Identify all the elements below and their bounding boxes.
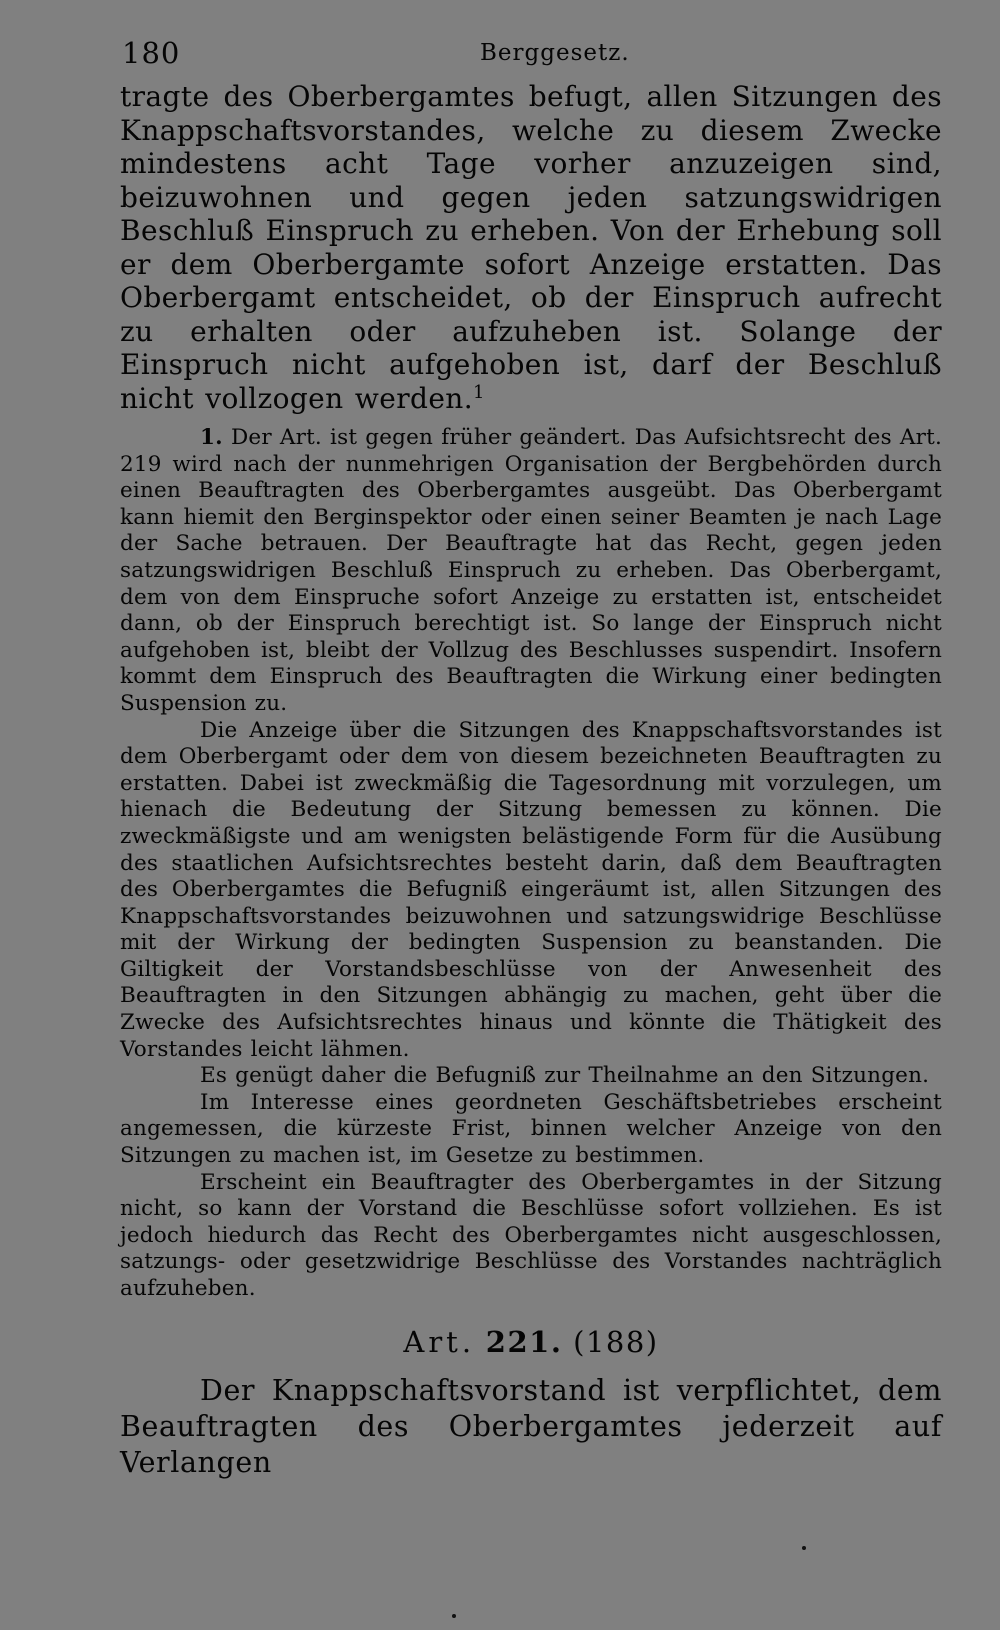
print-speck [802, 1546, 806, 1550]
article-220-text: tragte des Oberbergamtes befugt, allen Sitzungen des Knappschaftsvorstandes, welche zu diesem Zwecke mindestens acht Tage vorher anzuzeigen sind, beizuwohnen und gegen jeden satzungswidrigen Beschluß Einspruch zu erheben. Von der Erhebung soll er dem Oberbergamte sofort Anzeige erstatten. Das Oberbergamt entscheidet, ob der Einspruch aufrecht zu erhalten oder aufzuheben ist. Solange der Einspruch nicht aufgehoben ist, darf der Beschluß nicht vollzogen werden. [120, 80, 942, 415]
page-number: 180 [122, 36, 181, 70]
commentary-notes [120, 425, 942, 1303]
note-paragraph: Es genügt daher die Befugniß zur Theilnahme an den Sitzungen. [200, 1063, 930, 1089]
article-number: 221. [485, 1324, 563, 1359]
note-paragraph-text: Der Art. ist gegen früher geändert. Das Aufsichtsrecht des Art. 219 wird nach der nunmehrigen Organisation der Bergbehörden durch einen Beauftragten des Oberbergamtes ausgeübt. Das Oberbergamt kann hiemit den Berginspektor oder einen seiner Beamten je nach Lage der Sache betrauen. Der Beauftragte hat das Recht, gegen jeden satzungswidrigen Beschluß Einspruch zu erheben. Das Oberbergamt, dem von dem Einspruche sofort Anzeige zu erstatten ist, entscheidet dann, ob der Einspruch berechtigt ist. So lange der Einspruch nicht aufgehoben ist, bleibt der Vollzug des Beschlusses suspendirt. Insofern kommt dem Einspruch des Beauftragten die Wirkung einer bedingten Suspension zu. [120, 425, 942, 716]
article-label: Art. [403, 1324, 476, 1359]
page-header [120, 34, 942, 80]
article-heading [120, 1325, 942, 1369]
article-221-text: Der Knappschaftsvorstand ist verpflichtet, dem Beauftragten des Oberbergamtes jederzeit auf Verlangen [120, 1373, 942, 1479]
note-number: 1. [200, 425, 223, 450]
book-page [120, 34, 942, 1624]
print-speck [452, 1614, 456, 1618]
note-paragraph: Erscheint ein Beauftragter des Oberbergamtes in der Sitzung nicht, so kann der Vorstand die Beschlüsse sofort vollziehen. Es ist jedoch hiedurch das Recht des Oberbergamtes nicht ausgeschlossen, satzungs- oder gesetzwidrige Beschlüsse des Vorstandes nachträglich aufzuheben. [120, 1169, 942, 1301]
note-paragraph: Die Anzeige über die Sitzungen des Knappschaftsvorstandes ist dem Oberbergamt oder dem von diesem bezeichneten Beauftragten zu erstatten. Dabei ist zweckmäßig die Tagesordnung mit vorzulegen, um hienach die Bedeutung der Sitzung bemessen zu können. Die zweckmäßigste und am wenigsten belästigende Form für die Ausübung des staatlichen Aufsichtsrechtes besteht darin, daß dem Beauftragten des Oberbergamtes die Befugniß eingeräumt ist, allen Sitzungen des Knappschaftsvorstandes beizuwohnen und satzungswidrige Beschlüsse mit der Wirkung der bedingten Suspension zu beanstanden. Die Giltigkeit der Vorstandsbeschlüsse von der Anwesenheit des Beauftragten in den Sitzungen abhängig zu machen, geht über die Zwecke des Aufsichtsrechtes hinaus und könnte die Thätigkeit des Vorstandes leicht lähmen. [120, 717, 942, 1062]
article-220-continuation [120, 80, 942, 415]
running-head: Berggesetz. [480, 40, 630, 66]
article-old-number: (188) [573, 1324, 659, 1359]
footnote-reference: 1 [473, 381, 485, 403]
note-paragraph [120, 425, 942, 718]
note-paragraph: Im Interesse eines geordneten Geschäftsbetriebes erscheint angemessen, die kürzeste Frist, binnen welcher Anzeige von den Sitzungen zu machen ist, im Gesetze zu bestimmen. [120, 1089, 942, 1169]
